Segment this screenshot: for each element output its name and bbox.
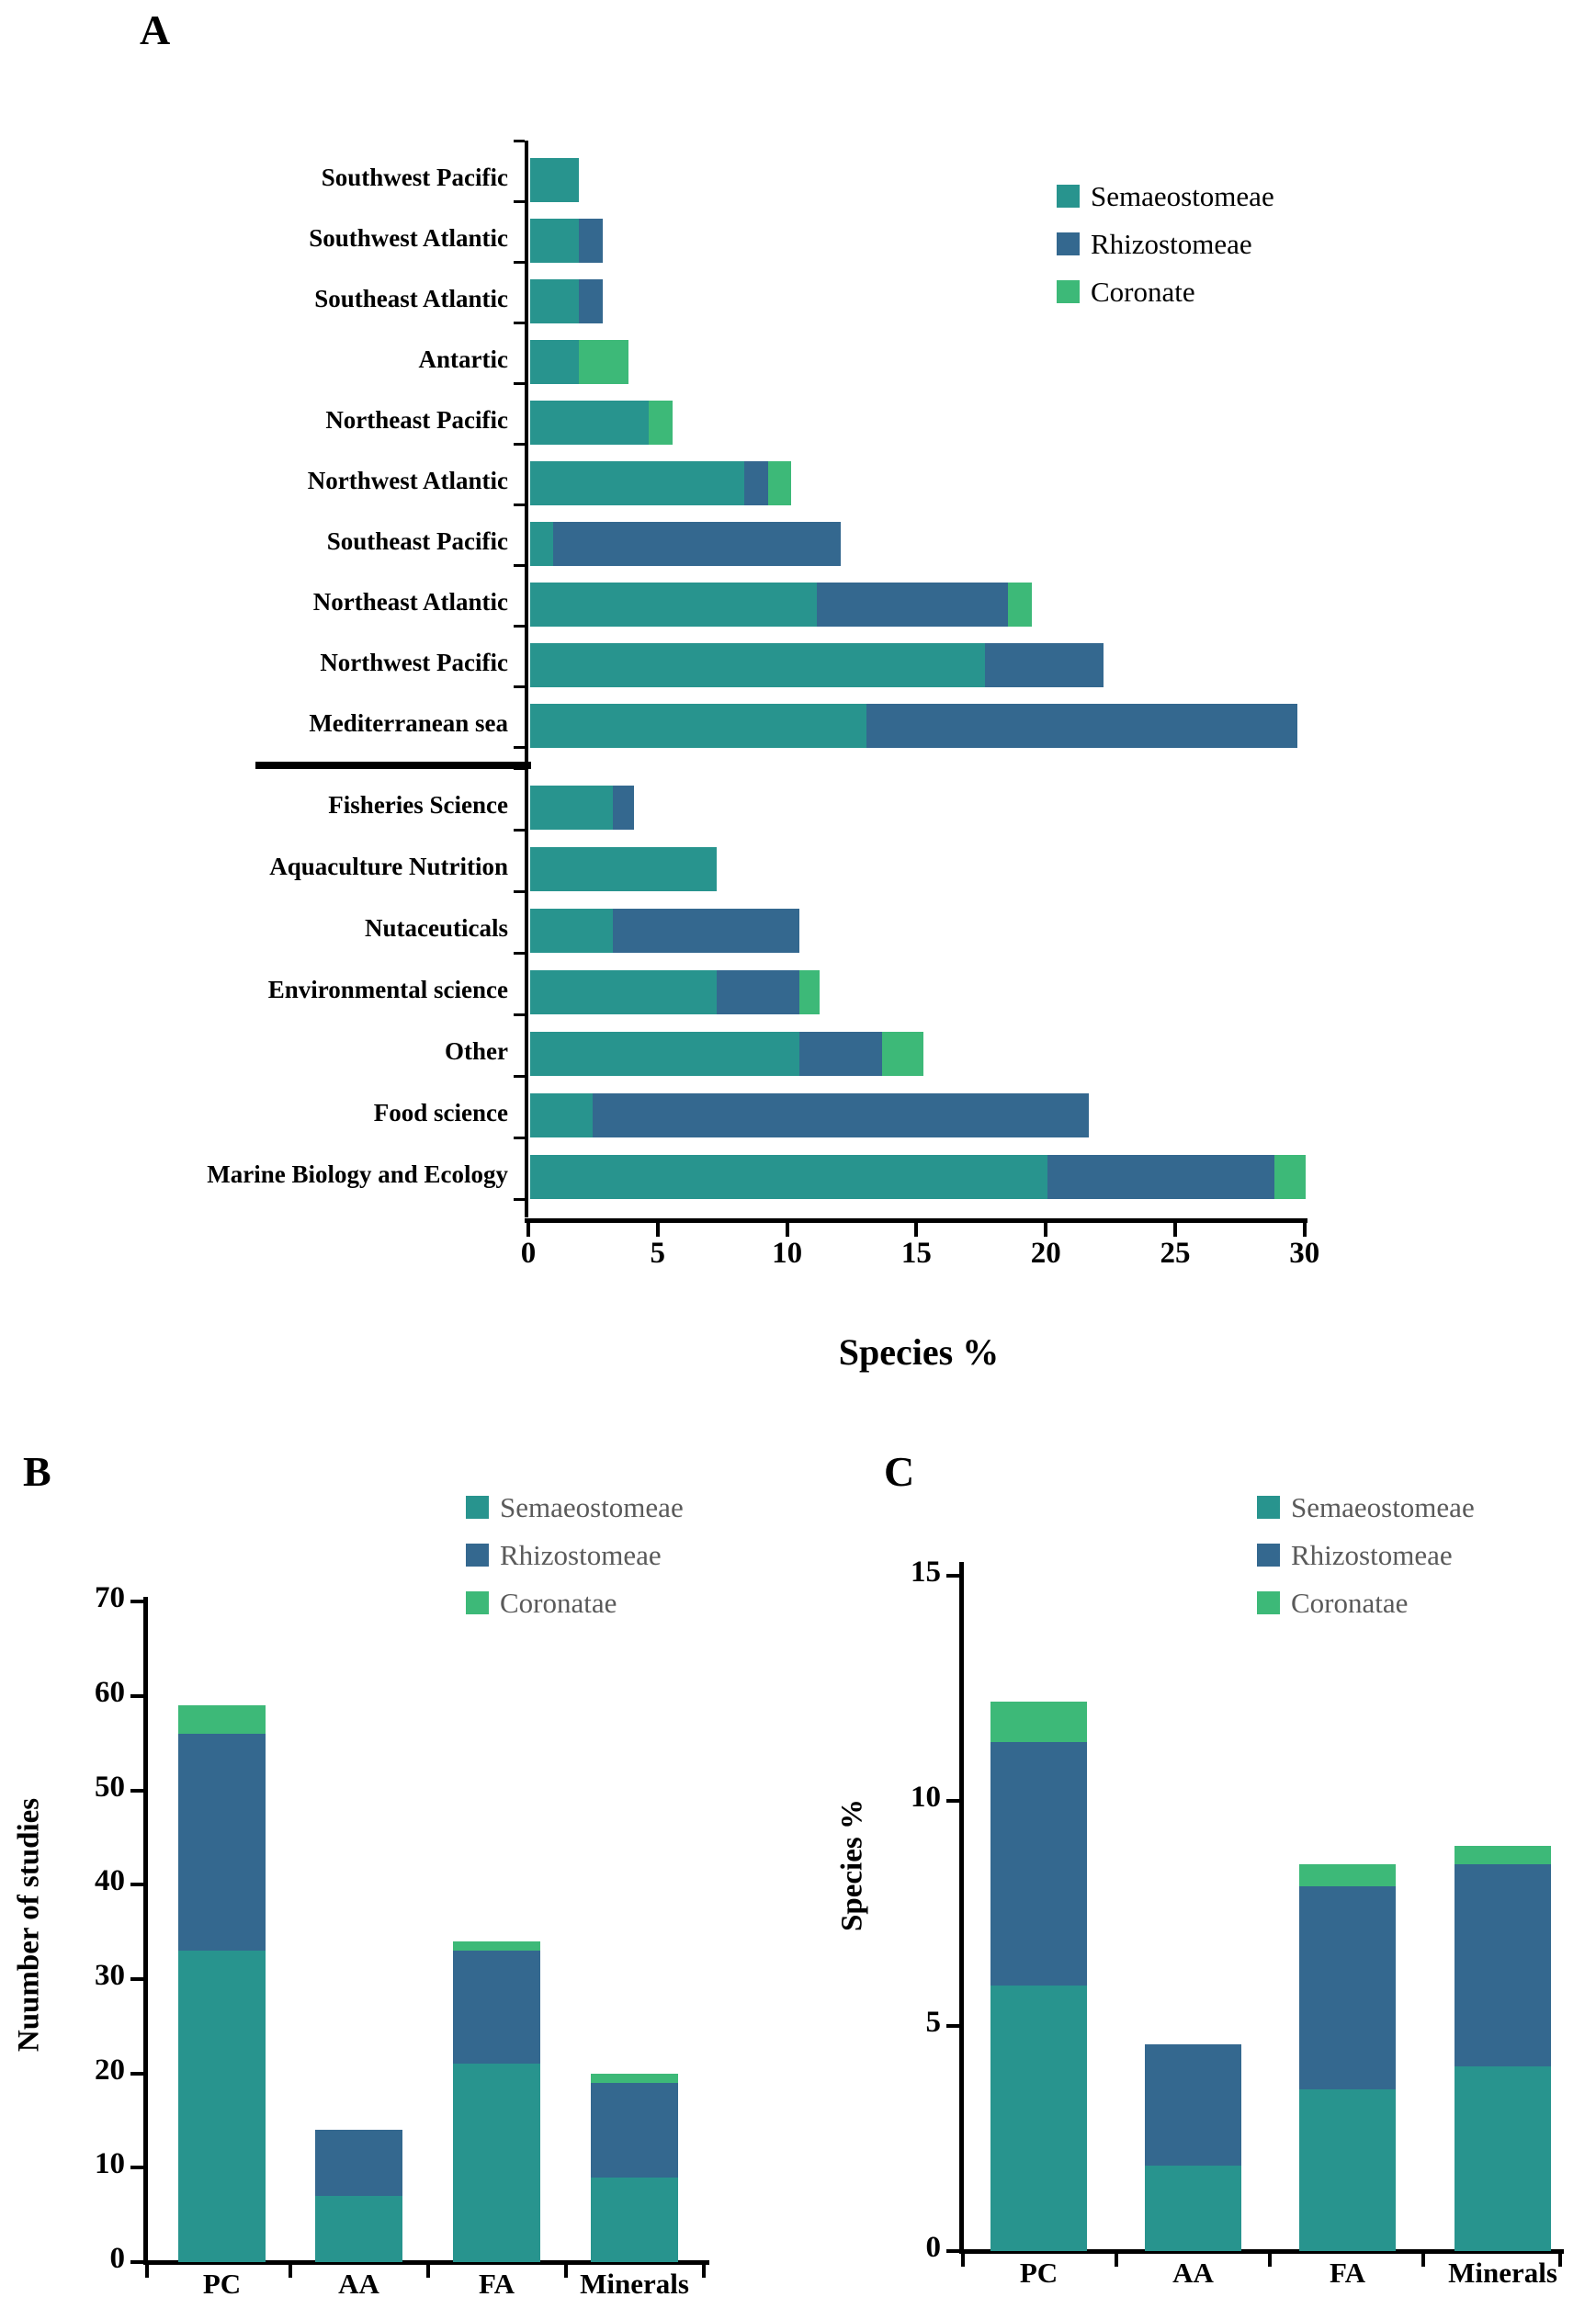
bar-segment-coronate [579, 340, 628, 384]
chart-a-xaxis-tick [656, 1223, 660, 1237]
chart-a-xtick-label: 5 [650, 1237, 666, 1270]
chart-b-legend-item [466, 1589, 617, 1617]
bar-segment-rhizostomeae [553, 522, 840, 566]
chart-b-ytick-label: 0 [109, 2242, 125, 2275]
bar-segment-coronate [649, 401, 672, 445]
chart-c-yaxis-tick [946, 2249, 959, 2253]
bar-segment-rhizostomeae [1047, 1155, 1275, 1199]
chart-b-yaxis-tick [130, 2260, 143, 2264]
bar-segment-coronate [799, 970, 821, 1014]
chart-b-yaxis-tick [130, 1883, 143, 1886]
bar-segment-semaeostomeae [530, 1093, 593, 1137]
coronate-legend-swatch-icon [1057, 280, 1080, 303]
bar-segment-rhizostomeae [1299, 1886, 1396, 2089]
chart-b-yaxis-tick [130, 2072, 143, 2076]
chart-c-yaxis-tick [946, 1574, 959, 1578]
chart-c-legend-label: Coronatae [1291, 1587, 1409, 1619]
bar-segment-rhizostomeae [613, 909, 799, 953]
chart-b-ytick-label: 20 [95, 2053, 125, 2087]
chart-b-yaxis-tick [130, 2166, 143, 2169]
bar-segment-semaeostomeae [530, 704, 866, 748]
chart-a-legend-label: Semaeostomeae [1091, 180, 1274, 212]
chart-a-row-label: Northeast Pacific [325, 406, 508, 434]
chart-c-ytick-label: 5 [925, 2006, 941, 2039]
bar-segment-semaeostomeae [530, 522, 553, 566]
chart-a-category-tick [514, 952, 525, 955]
chart-b-yaxis-line [143, 1597, 148, 2265]
bar-segment-semaeostomeae [530, 1155, 1047, 1199]
chart-c-yaxis-title: Species % [835, 1799, 869, 1931]
chart-a-category-tick [514, 200, 525, 203]
chart-b-category-label: PC [202, 2268, 242, 2297]
chart-c-legend-label: Rhizostomeae [1291, 1539, 1453, 1571]
bar-segment-semaeostomeae [530, 643, 985, 687]
bar-segment-rhizostomeae [315, 2130, 402, 2196]
bar-segment-semaeostomeae [530, 401, 649, 445]
bar-segment-coronate [882, 1032, 923, 1076]
bar-segment-rhizostomeae [593, 1093, 1089, 1137]
panel-b-label: B [23, 1448, 51, 1495]
bar-segment-rhizostomeae [799, 1032, 882, 1076]
chart-a-category-tick [514, 564, 525, 567]
chart-c-ytick-label: 15 [911, 1556, 941, 1589]
chart-a-xaxis-title: Species % [838, 1331, 1000, 1373]
bar-segment-semaeostomeae [453, 2064, 540, 2262]
chart-a-xtick-label: 10 [772, 1237, 803, 1270]
bar-segment-rhizostomeae [178, 1734, 266, 1951]
bar-segment-coronate [453, 1941, 540, 1951]
chart-a-row-label: Mediterranean sea [309, 709, 508, 737]
chart-a-category-tick [514, 504, 525, 506]
bar-segment-coronate [1299, 1864, 1396, 1887]
chart-c-category-label: FA [1329, 2257, 1366, 2289]
coronate-legend-swatch-icon [466, 1591, 489, 1614]
chart-a-category-tick [514, 685, 525, 688]
group-divider-line [255, 762, 531, 769]
bar-segment-semaeostomeae [315, 2196, 402, 2262]
chart-b-ytick-label: 60 [95, 1675, 125, 1709]
bar-segment-rhizostomeae [1145, 2044, 1241, 2166]
chart-b-legend-label: Rhizostomeae [500, 1539, 662, 1571]
chart-a-row-label: Marine Biology and Ecology [207, 1160, 508, 1188]
chart-a-legend-item [1057, 277, 1195, 306]
chart-a-category-tick [514, 322, 525, 324]
chart-a-legend-item [1057, 182, 1274, 210]
rhizostomeae-legend-swatch-icon [1057, 232, 1080, 255]
bar-segment-semaeostomeae [530, 786, 613, 830]
bar-segment-semaeostomeae [1455, 2066, 1551, 2251]
semaeostomeae-legend-swatch-icon [1057, 185, 1080, 208]
panel-c-label: C [884, 1448, 915, 1495]
chart-a-legend-item [1057, 230, 1252, 258]
chart-b-legend-label: Semaeostomeae [500, 1491, 684, 1523]
rhizostomeae-legend-swatch-icon [1257, 1544, 1280, 1567]
chart-a-row-label: Nutaceuticals [365, 914, 508, 942]
chart-a-legend-label: Rhizostomeae [1091, 228, 1252, 260]
chart-a-row-label: Southwest Atlantic [309, 224, 508, 252]
chart-a-xaxis-tick [1303, 1223, 1307, 1237]
semaeostomeae-legend-swatch-icon [1257, 1496, 1280, 1519]
chart-a-category-tick [514, 1198, 525, 1201]
chart-a-row-label: Antartic [418, 345, 508, 373]
chart-c-legend-item [1257, 1493, 1475, 1522]
chart-a-category-tick [514, 261, 525, 264]
chart-b-ytick-label: 10 [95, 2147, 125, 2181]
coronate-legend-swatch-icon [1257, 1591, 1280, 1614]
chart-b-category-label: Minerals [580, 2268, 689, 2297]
chart-b-yaxis-tick [130, 1600, 143, 1603]
bar-segment-rhizostomeae [817, 583, 1008, 627]
chart-b-yaxis-tick [130, 1789, 143, 1793]
chart-b-ytick-label: 70 [95, 1581, 125, 1615]
semaeostomeae-legend-swatch-icon [466, 1496, 489, 1519]
chart-b-yaxis-tick [130, 1694, 143, 1698]
bar-segment-semaeostomeae [178, 1951, 266, 2262]
chart-b-yaxis-tick [130, 1977, 143, 1981]
chart-a-row-label: Food science [373, 1099, 508, 1126]
chart-a-category-tick [514, 625, 525, 628]
chart-a-category-tick [514, 746, 525, 749]
bar-segment-rhizostomeae [717, 970, 799, 1014]
bar-segment-semaeostomeae [530, 847, 717, 891]
chart-a-xtick-label: 0 [520, 1237, 537, 1270]
bar-segment-rhizostomeae [579, 219, 602, 263]
chart-b-ytick-label: 30 [95, 1958, 125, 1992]
chart-c-ytick-label: 0 [925, 2231, 941, 2264]
bar-segment-semaeostomeae [530, 1032, 799, 1076]
bar-segment-rhizostomeae [453, 1951, 540, 2064]
chart-a-legend-label: Coronate [1091, 276, 1195, 308]
chart-b-legend-item [466, 1493, 684, 1522]
chart-a-category-tick [514, 890, 525, 893]
chart-c-yaxis-line [959, 1562, 964, 2254]
chart-b-yaxis-title: Nuumber of studies [12, 1797, 46, 2053]
bar-segment-semaeostomeae [990, 1986, 1087, 2251]
chart-a-row-label: Aquaculture Nutrition [269, 853, 508, 880]
chart-c-legend-item [1257, 1589, 1408, 1617]
chart-c-legend-item [1257, 1541, 1453, 1569]
chart-b-category-label: AA [338, 2268, 379, 2297]
chart-a-xtick-label: 30 [1289, 1237, 1320, 1270]
chart-a-xaxis-tick [1173, 1223, 1177, 1237]
bar-segment-semaeostomeae [530, 219, 579, 263]
chart-a-row-label: Southeast Pacific [326, 527, 508, 555]
chart-a-category-tick [514, 443, 525, 446]
chart-a-xaxis-tick [1044, 1223, 1047, 1237]
rhizostomeae-legend-swatch-icon [466, 1544, 489, 1567]
chart-c-category-label: AA [1172, 2257, 1214, 2289]
chart-b-ytick-label: 40 [95, 1864, 125, 1898]
chart-c-yaxis-tick [946, 1799, 959, 1803]
chart-a-row-label: Northwest Atlantic [307, 467, 508, 494]
bar-segment-semaeostomeae [530, 461, 744, 505]
bar-segment-semaeostomeae [530, 158, 579, 202]
bar-segment-semaeostomeae [1145, 2166, 1241, 2251]
chart-a-category-axis [525, 768, 528, 1217]
chart-c-legend-label: Semaeostomeae [1291, 1491, 1475, 1523]
chart-c-category-label: PC [1019, 2257, 1058, 2289]
chart-a-category-tick [514, 140, 525, 142]
chart-c-category-label: Minerals [1448, 2257, 1557, 2289]
bar-segment-coronate [1008, 583, 1031, 627]
bar-segment-semaeostomeae [530, 279, 579, 323]
chart-a-row-label: Other [445, 1037, 508, 1065]
bar-segment-semaeostomeae [591, 2178, 678, 2262]
bar-segment-coronate [591, 2074, 678, 2083]
chart-a-category-tick [514, 1013, 525, 1016]
chart-c-yaxis-tick [946, 2024, 959, 2028]
bar-segment-coronate [768, 461, 791, 505]
bar-segment-coronate [1455, 1846, 1551, 1864]
bar-segment-rhizostomeae [1455, 1864, 1551, 2067]
bar-segment-rhizostomeae [613, 786, 634, 830]
chart-b-ytick-label: 50 [95, 1770, 125, 1804]
chart-b-legend-label: Coronatae [500, 1587, 617, 1619]
chart-c-ytick-label: 10 [911, 1781, 941, 1814]
chart-a-xaxis-tick [526, 1223, 530, 1237]
chart-a-xtick-label: 25 [1160, 1237, 1191, 1270]
chart-a-category-tick [514, 1137, 525, 1139]
chart-a-category-axis [525, 141, 528, 765]
bar-segment-semaeostomeae [530, 909, 613, 953]
chart-a-row-label: Environmental science [267, 976, 508, 1003]
panel-a-label: A [140, 6, 171, 53]
bar-segment-rhizostomeae [591, 2083, 678, 2178]
bar-segment-rhizostomeae [990, 1742, 1087, 1986]
bar-segment-semaeostomeae [530, 340, 579, 384]
chart-a-xaxis-tick [914, 1223, 918, 1237]
chart-a-row-label: Southwest Pacific [321, 164, 508, 191]
chart-b-legend-item [466, 1541, 662, 1569]
chart-a-row-label: Northeast Atlantic [312, 588, 508, 616]
bar-segment-coronate [990, 1702, 1087, 1742]
chart-a-category-tick [514, 1075, 525, 1078]
bar-segment-semaeostomeae [530, 970, 717, 1014]
bar-segment-rhizostomeae [866, 704, 1298, 748]
bar-segment-coronate [178, 1705, 266, 1734]
bar-segment-semaeostomeae [530, 583, 817, 627]
chart-a-row-label: Northwest Pacific [320, 649, 508, 676]
bar-segment-semaeostomeae [1299, 2089, 1396, 2251]
chart-a-row-label: Southeast Atlantic [314, 285, 508, 312]
bar-segment-coronate [1274, 1155, 1306, 1199]
bar-segment-rhizostomeae [579, 279, 602, 323]
bar-segment-rhizostomeae [744, 461, 767, 505]
chart-a-row-label: Fisheries Science [328, 791, 508, 819]
chart-a-category-tick [514, 829, 525, 832]
chart-a-xaxis-tick [786, 1223, 789, 1237]
chart-b-category-label: FA [478, 2268, 515, 2297]
chart-a-category-tick [514, 767, 525, 770]
chart-a-category-tick [514, 382, 525, 385]
bar-segment-rhizostomeae [985, 643, 1104, 687]
chart-a-xtick-label: 15 [900, 1237, 932, 1270]
chart-a-xtick-label: 20 [1030, 1237, 1061, 1270]
